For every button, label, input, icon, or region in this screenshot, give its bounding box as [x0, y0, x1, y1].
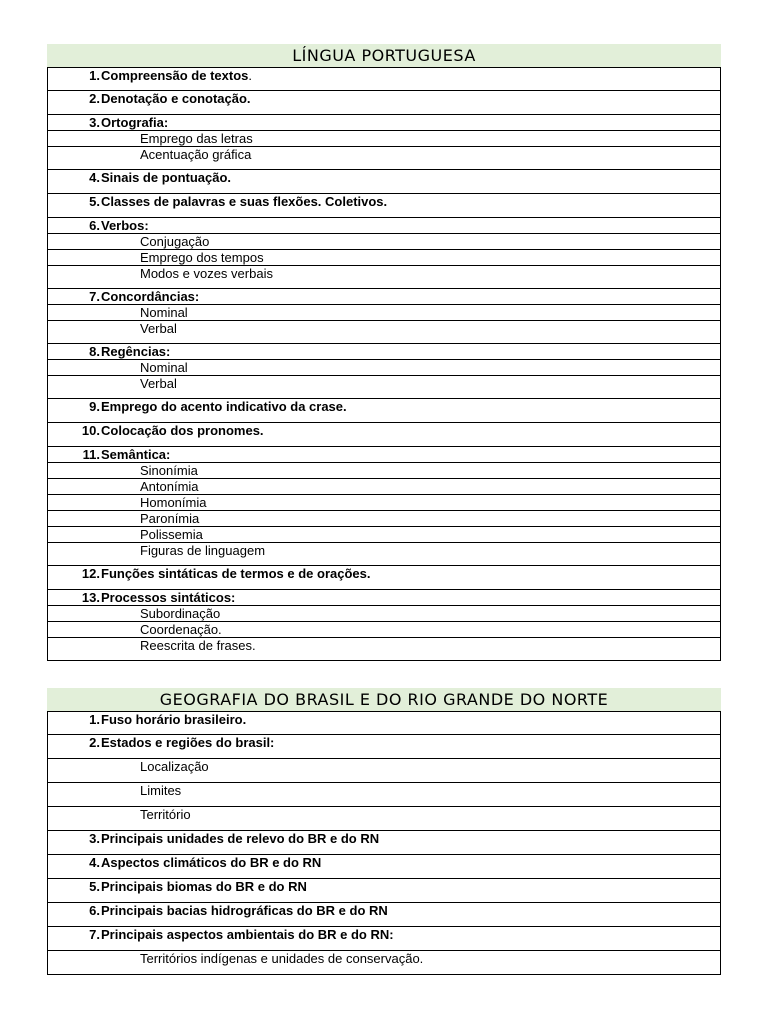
- subtopic-text: Acentuação gráfica: [140, 147, 252, 162]
- topic-row: [48, 344, 720, 360]
- topic-label: Semântica:: [101, 447, 171, 462]
- subtopic-text: Reescrita de frases.: [140, 638, 256, 653]
- subtopic-row: [48, 759, 720, 783]
- topic-text: [100, 566, 371, 589]
- subtopic-row: [48, 527, 720, 543]
- topic-label: Denotação e conotação.: [101, 91, 251, 106]
- bullet-icon: [48, 131, 128, 146]
- topic-text: [100, 218, 149, 233]
- topic-number: 1.: [89, 712, 100, 727]
- topic-number: 7.: [89, 927, 100, 942]
- bullet-icon: [48, 360, 128, 375]
- bullet-icon: [48, 495, 128, 510]
- subtopic-row: [48, 495, 720, 511]
- subtopic-text: Limites: [140, 783, 182, 798]
- bullet-icon: [48, 951, 128, 974]
- geography-table: [47, 688, 721, 975]
- topic-row: [48, 399, 720, 423]
- topic-row: [48, 879, 720, 903]
- topic-row: [48, 423, 720, 447]
- bullet-icon: [48, 622, 128, 637]
- subtopic-row: [48, 622, 720, 638]
- topic-label: Colocação dos pronomes.: [101, 423, 264, 438]
- topic-number: 2.: [89, 735, 100, 750]
- topic-text: [100, 879, 307, 902]
- topic-label: Principais aspectos ambientais do BR e do RN:: [101, 927, 394, 942]
- geography-title: GEOGRAFIA DO BRASIL E DO RIO GRANDE DO NORTE: [47, 688, 721, 711]
- topic-text: [100, 590, 235, 605]
- topic-row: [48, 903, 720, 927]
- subtopic-row: [48, 638, 720, 661]
- topic-text: [100, 735, 274, 758]
- subtopic-row: [48, 511, 720, 527]
- subtopic-text: Polissemia: [140, 527, 203, 542]
- topic-row: [48, 115, 720, 131]
- topic-label: Processos sintáticos:: [101, 590, 236, 605]
- topic-label: Regências:: [101, 344, 171, 359]
- topic-text: [100, 289, 199, 304]
- subtopic-row: [48, 783, 720, 807]
- topic-row: [48, 68, 720, 91]
- subtopic-row: [48, 807, 720, 831]
- bullet-icon: [48, 807, 128, 830]
- topic-text: [100, 68, 252, 90]
- topic-text: [100, 399, 347, 422]
- topic-number: 12.: [81, 566, 100, 581]
- topic-row: [48, 735, 720, 759]
- topic-label: Principais unidades de relevo do BR e do RN: [101, 831, 380, 846]
- bullet-icon: [48, 250, 128, 265]
- topic-text: [100, 903, 388, 926]
- subtopic-row: [48, 951, 720, 975]
- portuguese-rows: [47, 67, 721, 661]
- subtopic-text: Território: [140, 807, 191, 822]
- subtopic-text: Emprego das letras: [140, 131, 253, 146]
- topic-label: Sinais de pontuação.: [101, 170, 232, 185]
- topic-label: Funções sintáticas de termos e de orações.: [101, 566, 371, 581]
- subtopic-row: [48, 305, 720, 321]
- topic-number: 4.: [89, 170, 100, 185]
- bullet-icon: [48, 321, 128, 343]
- subtopic-row: [48, 376, 720, 399]
- subtopic-row: [48, 543, 720, 566]
- subtopic-text: Conjugação: [140, 234, 210, 249]
- subtopic-row: [48, 266, 720, 289]
- subtopic-row: [48, 479, 720, 495]
- topic-text: [100, 447, 170, 462]
- topic-label: Principais bacias hidrográficas do BR e do RN: [101, 903, 388, 918]
- portuguese-table: [47, 44, 721, 661]
- topic-number: 1.: [89, 68, 100, 83]
- topic-label: Concordâncias:: [101, 289, 200, 304]
- portuguese-title: LÍNGUA PORTUGUESA: [47, 44, 721, 67]
- topic-label: Fuso horário brasileiro.: [101, 712, 247, 727]
- subtopic-text: Nominal: [140, 305, 188, 320]
- topic-text: [100, 712, 246, 734]
- subtopic-text: Figuras de linguagem: [140, 543, 266, 558]
- topic-number: 11.: [82, 447, 100, 462]
- topic-number: 3.: [89, 115, 100, 130]
- topic-text: [100, 344, 170, 359]
- subtopic-row: [48, 147, 720, 170]
- bullet-icon: [48, 376, 128, 398]
- topic-text: [100, 423, 264, 446]
- topic-text: [100, 831, 379, 854]
- bullet-icon: [48, 147, 128, 169]
- topic-number: 10.: [81, 423, 100, 438]
- subtopic-row: [48, 463, 720, 479]
- topic-row: [48, 218, 720, 234]
- bullet-icon: [48, 234, 128, 249]
- subtopic-text: Modos e vozes verbais: [140, 266, 273, 281]
- bullet-icon: [48, 638, 128, 660]
- topic-row: [48, 855, 720, 879]
- topic-number: 6.: [89, 903, 100, 918]
- bullet-icon: [48, 783, 128, 806]
- topic-number: 5.: [89, 879, 100, 894]
- topic-label: Classes de palavras e suas flexões. Coletivos.: [101, 194, 388, 209]
- topic-number: 9.: [89, 399, 100, 414]
- topic-row: [48, 170, 720, 194]
- topic-row: [48, 194, 720, 218]
- bullet-icon: [48, 527, 128, 542]
- subtopic-row: [48, 321, 720, 344]
- bullet-icon: [48, 543, 128, 565]
- topic-row: [48, 590, 720, 606]
- topic-row: [48, 91, 720, 115]
- topic-number: 4.: [89, 855, 100, 870]
- topic-row: [48, 566, 720, 590]
- topic-row: [48, 289, 720, 305]
- topic-number: 5.: [89, 194, 100, 209]
- topic-number: 3.: [89, 831, 100, 846]
- subtopic-row: [48, 234, 720, 250]
- topic-number: 8.: [89, 344, 100, 359]
- topic-text: [100, 927, 394, 950]
- subtopic-text: Emprego dos tempos: [140, 250, 264, 265]
- topic-row: [48, 927, 720, 951]
- topic-label: Aspectos climáticos do BR e do RN: [101, 855, 322, 870]
- subtopic-row: [48, 250, 720, 266]
- subtopic-text: Antonímia: [140, 479, 199, 494]
- topic-text: [100, 115, 168, 130]
- topic-row: [48, 831, 720, 855]
- bullet-icon: [48, 511, 128, 526]
- subtopic-row: [48, 360, 720, 376]
- topic-text: [100, 170, 231, 193]
- subtopic-text: Nominal: [140, 360, 188, 375]
- topic-number: 13.: [81, 590, 100, 605]
- bullet-icon: [48, 305, 128, 320]
- topic-label: Emprego do acento indicativo da crase.: [101, 399, 347, 414]
- topic-label: Ortografia:: [101, 115, 169, 130]
- bullet-icon: [48, 463, 128, 478]
- topic-number: 2.: [89, 91, 100, 106]
- bullet-icon: [48, 479, 128, 494]
- subtopic-text: Localização: [140, 759, 209, 774]
- subtopic-text: Subordinação: [140, 606, 221, 621]
- topic-text: [100, 855, 321, 878]
- topic-row: [48, 447, 720, 463]
- subtopic-text: Paronímia: [140, 511, 200, 526]
- subtopic-text: Verbal: [140, 321, 177, 336]
- topic-number: 6.: [89, 218, 100, 233]
- geography-rows: [47, 711, 721, 975]
- subtopic-text: Homonímia: [140, 495, 207, 510]
- subtopic-text: Coordenação.: [140, 622, 222, 637]
- bullet-icon: [48, 759, 128, 782]
- topic-label: Compreensão de textos: [101, 68, 249, 83]
- subtopic-row: [48, 131, 720, 147]
- subtopic-text: Verbal: [140, 376, 177, 391]
- bullet-icon: [48, 606, 128, 621]
- topic-label-tail: .: [248, 68, 252, 83]
- topic-label: Principais biomas do BR e do RN: [101, 879, 307, 894]
- topic-label: Estados e regiões do brasil:: [101, 735, 275, 750]
- subtopic-text: Territórios indígenas e unidades de conservação.: [140, 951, 424, 966]
- subtopic-row: [48, 606, 720, 622]
- topic-label: Verbos:: [101, 218, 149, 233]
- subtopic-text: Sinonímia: [140, 463, 198, 478]
- topic-row: [48, 712, 720, 735]
- bullet-icon: [48, 266, 128, 288]
- topic-text: [100, 194, 387, 217]
- topic-text: [100, 91, 251, 114]
- topic-number: 7.: [89, 289, 100, 304]
